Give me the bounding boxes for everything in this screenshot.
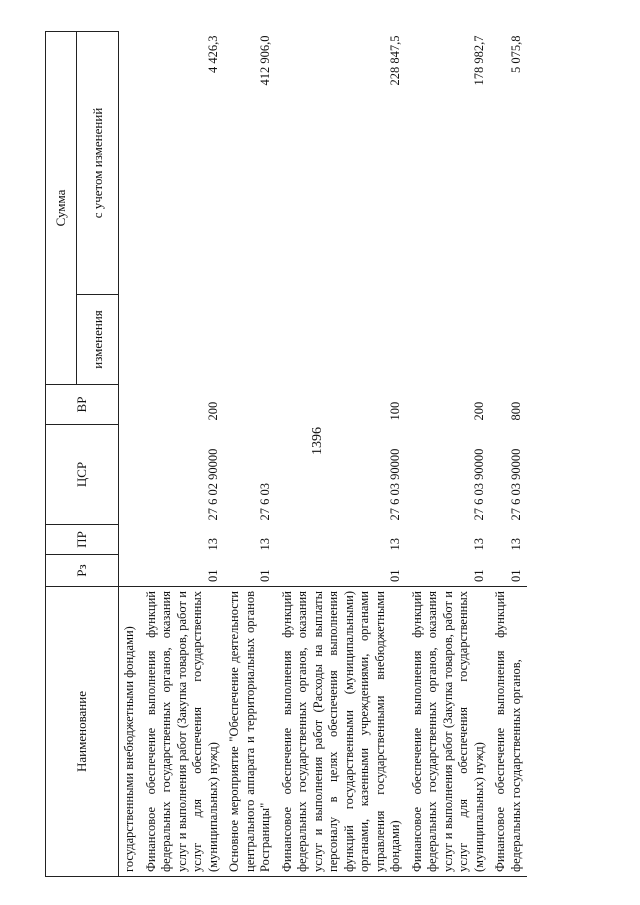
row-vr — [119, 385, 141, 425]
header-pr: ПР — [46, 525, 119, 555]
row-changes — [490, 295, 527, 385]
row-total: 412 906,0 — [258, 35, 272, 86]
row-changes — [119, 295, 141, 385]
row-name: Финансовое обеспечение выполнения функций федеральных государственных органов, оказания услуг и выполнения работ (Закупка товаров, работ и услуг для обеспечения государственных (муниципальных) нужд) — [141, 587, 225, 877]
header-vr: ВР — [46, 385, 119, 425]
row-csr: 27 6 02 90000 — [205, 448, 220, 521]
row-csr: 27 6 03 90000 — [388, 448, 402, 521]
budget-table-rotated — [45, 32, 620, 877]
row-rz: 01 — [508, 569, 523, 582]
header-sum: Сумма — [46, 32, 77, 385]
row-name: Основное мероприятие "Обеспечение деятельности центрального аппарата и территориальных органов Росграницы" — [224, 587, 277, 877]
row-changes — [141, 295, 225, 385]
row-pr: 13 — [258, 538, 272, 551]
row-total — [119, 32, 141, 295]
row-rz: 01 — [258, 569, 272, 582]
table-row — [407, 32, 491, 877]
row-name: государственными внебюджетными фондами) — [119, 587, 141, 877]
row-changes — [277, 295, 407, 385]
row-changes — [224, 295, 277, 385]
row-csr: 27 6 03 — [258, 483, 272, 521]
table-row — [277, 32, 407, 877]
table-row — [119, 32, 141, 877]
row-vr: 800 — [508, 401, 523, 421]
row-name: Финансовое обеспечение выполнения функций федеральных государственных органов, — [490, 587, 527, 877]
row-changes — [407, 295, 491, 385]
row-vr — [224, 385, 277, 425]
header-rz: Рз — [46, 555, 119, 587]
header-csr: ЦСР — [46, 425, 119, 525]
row-csr: 27 6 03 90000 — [508, 448, 523, 521]
row-total: 178 982,7 — [471, 35, 486, 86]
row-pr: 13 — [205, 538, 220, 551]
budget-table — [45, 31, 527, 877]
table-row — [224, 32, 277, 877]
row-csr: 27 6 03 90000 — [471, 448, 486, 521]
row-csr — [119, 425, 141, 525]
row-pr: 13 — [471, 538, 486, 551]
row-pr: 13 — [388, 538, 402, 551]
row-name: Финансовое обеспечение выполнения функций федеральных государственных органов, оказания услуг и выполнения работ (Расходы на выплаты персоналу в целях обеспечения выполнения функций государственными (муниципальными) органами, казенными учреждениями, органами управления государственными внебюджетными фондами) — [277, 587, 407, 877]
row-vr: 200 — [471, 401, 486, 421]
page-number: 1396 — [310, 427, 325, 455]
header-changes: изменения — [77, 295, 119, 385]
header-row-1 — [46, 32, 77, 877]
row-rz: 01 — [471, 569, 486, 582]
row-total: 5 075,8 — [508, 35, 523, 73]
table-row — [141, 32, 225, 877]
row-total: 4 426,3 — [205, 35, 220, 73]
table-row — [490, 32, 527, 877]
row-pr: 13 — [508, 538, 523, 551]
row-total: 228 847,5 — [388, 35, 402, 86]
row-rz — [119, 555, 141, 587]
row-vr: 100 — [388, 401, 402, 421]
row-rz: 01 — [205, 569, 220, 582]
row-rz: 01 — [388, 569, 402, 582]
header-with-changes: с учетом изменений — [77, 32, 119, 295]
header-name: Наименование — [46, 587, 119, 877]
row-name: Финансовое обеспечение выполнения функций федеральных государственных органов, оказания услуг и выполнения работ (Закупка товаров, работ и услуг для обеспечения государственных (муниципальных) нужд) — [407, 587, 491, 877]
row-vr: 200 — [205, 401, 220, 421]
row-pr — [119, 525, 141, 555]
